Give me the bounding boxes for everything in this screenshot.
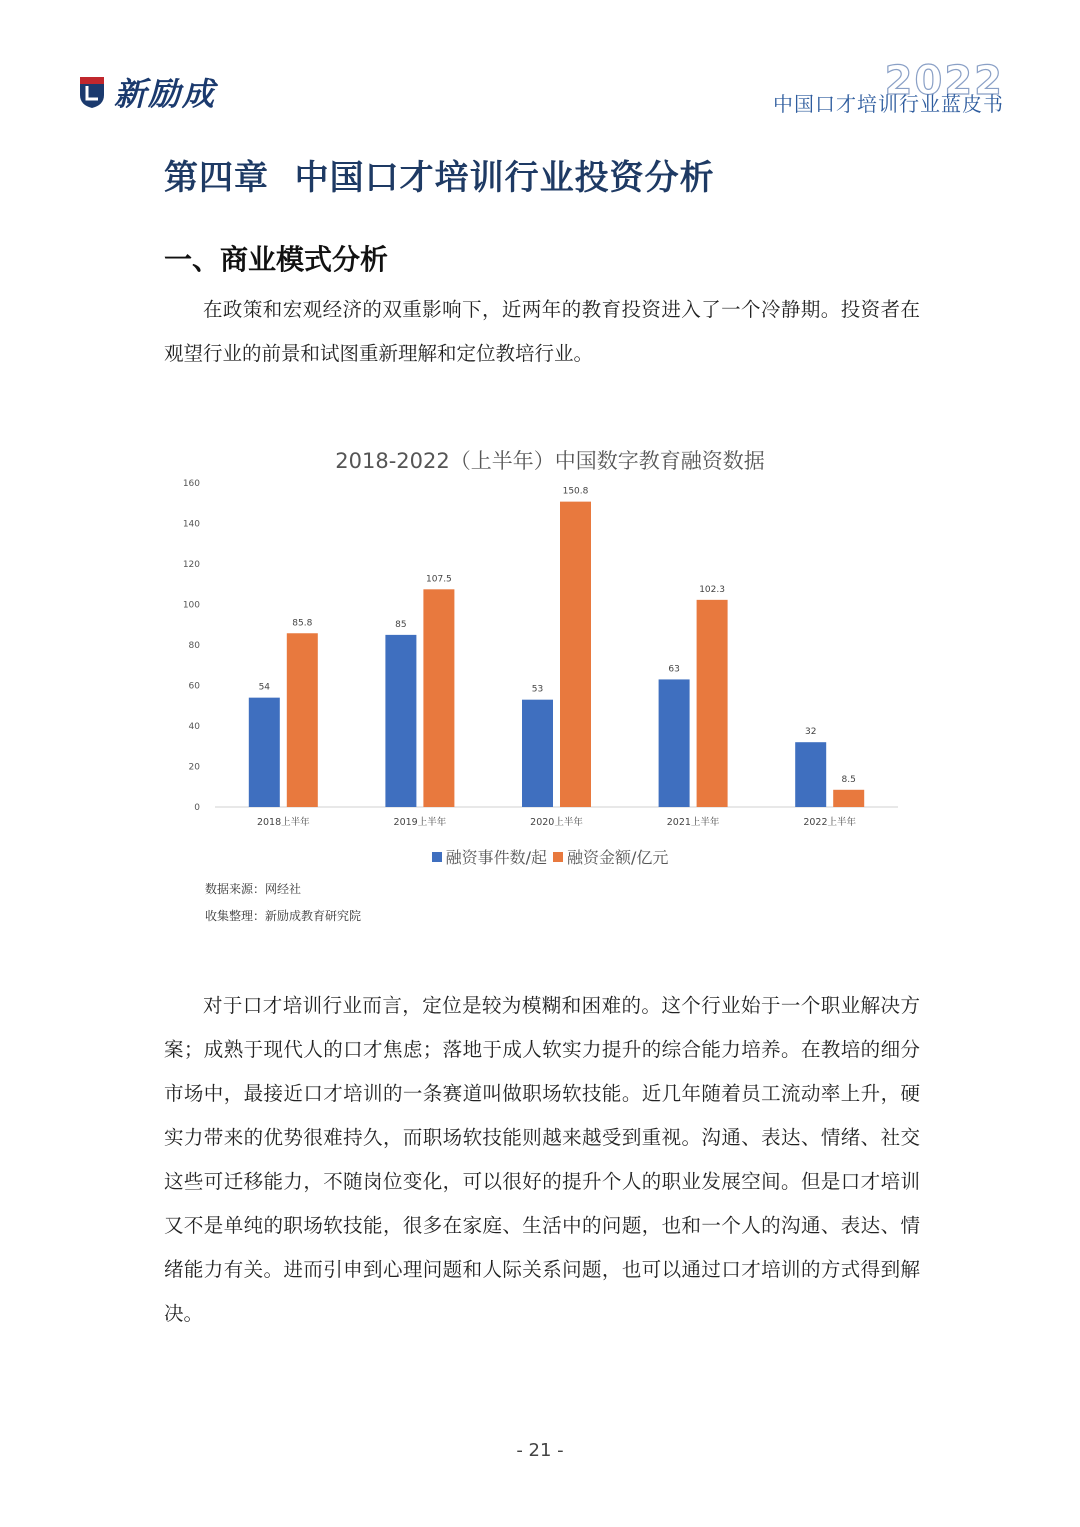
bar-1-0 bbox=[287, 633, 318, 807]
logo-text: 新励成 bbox=[114, 75, 217, 113]
x-tick-label-1: 2019上半年 bbox=[393, 817, 447, 828]
y-tick-label-3: 60 bbox=[188, 681, 200, 692]
y-tick-label-8: 160 bbox=[182, 479, 200, 489]
bar-1-3 bbox=[697, 600, 728, 807]
paragraph-positioning: 对于口才培训行业而言，定位是较为模糊和困难的。这个行业始于一个职业解决方案；成熟于现代人的口才焦虑；落地于成人软实力提升的综合能力培养。在教培的细分市场中，最接近口才培训的一条赛道叫做职场软技能。近几年随着员工流动率上升，硬实力带来的优势很难持久，而职场软技能则越来越受到重视。沟通、表达、情绪、社交这些可迁移能力，不随岗位变化，可以很好的提升个人的职业发展空间。但是口才培训又不是单纯的职场软技能，很多在家庭、生活中的问题，也和一个人的沟通、表达、情绪能力有关。进而引申到心理问题和人际关系问题，也可以通过口才培训的方式得到解决。 bbox=[164, 994, 920, 1325]
legend-swatch-amount bbox=[553, 852, 563, 862]
y-tick-label-2: 40 bbox=[188, 722, 200, 732]
data-label-1-2: 150.8 bbox=[562, 486, 589, 497]
page-number: - 21 - bbox=[516, 1440, 564, 1461]
shield-logo-icon bbox=[78, 75, 106, 109]
y-tick-label-5: 100 bbox=[182, 600, 200, 611]
x-tick-label-2: 2020上半年 bbox=[530, 817, 583, 828]
header-book-title: 中国口才培训行业蓝皮书 bbox=[773, 92, 1004, 116]
y-tick-label-0: 0 bbox=[194, 803, 200, 813]
data-label-0-1: 85 bbox=[395, 619, 407, 630]
data-label-0-4: 32 bbox=[804, 727, 817, 738]
chart-sources bbox=[205, 876, 361, 930]
x-tick-label-0: 2018上半年 bbox=[256, 817, 310, 828]
bar-1-2 bbox=[560, 502, 591, 807]
compiled-by-note: 收集整理：新励成教育研究院 bbox=[205, 909, 362, 923]
y-tick-label-4: 80 bbox=[188, 641, 200, 651]
chart-title: 2018-2022（上半年）中国数字教育融资数据 bbox=[335, 449, 765, 473]
data-label-0-2: 53 bbox=[531, 684, 544, 695]
chapter-title: 第四章 中国口才培训行业投资分析 bbox=[164, 158, 715, 198]
y-tick-label-7: 140 bbox=[182, 519, 200, 530]
legend-swatch-events bbox=[432, 852, 442, 862]
paragraph-intro: 在政策和宏观经济的双重影响下，近两年的教育投资进入了一个冷静期。投资者在观望行业的前景和试图重新理解和定位教培行业。 bbox=[164, 298, 920, 365]
bar-0-4 bbox=[795, 742, 826, 807]
bar-0-0 bbox=[249, 698, 280, 807]
x-tick-label-3: 2021上半年 bbox=[666, 817, 720, 828]
data-label-0-3: 63 bbox=[668, 664, 680, 675]
legend-item-amount bbox=[553, 845, 668, 868]
legend-label-amount: 融资金额/亿元 bbox=[567, 848, 669, 867]
chart-legend bbox=[170, 845, 930, 868]
legend-label-events: 融资事件数/起 bbox=[445, 848, 547, 867]
data-label-1-4: 8.5 bbox=[841, 774, 856, 785]
y-tick-label-1: 20 bbox=[188, 762, 200, 773]
bar-0-1 bbox=[385, 635, 416, 807]
data-label-1-0: 85.8 bbox=[292, 618, 313, 629]
data-label-1-1: 107.5 bbox=[426, 574, 452, 585]
bar-0-2 bbox=[522, 700, 553, 807]
legend-item-events bbox=[432, 845, 547, 868]
bar-1-1 bbox=[423, 589, 454, 807]
data-label-1-3: 102.3 bbox=[699, 584, 725, 595]
bar-chart bbox=[170, 435, 930, 935]
brand-logo bbox=[78, 72, 216, 112]
section-title: 一、商业模式分析 bbox=[164, 243, 389, 276]
header-year: 2022 bbox=[884, 58, 1004, 104]
bar-1-4 bbox=[833, 790, 864, 807]
x-tick-label-4: 2022上半年 bbox=[803, 817, 857, 828]
bar-0-3 bbox=[659, 679, 690, 807]
data-label-0-0: 54 bbox=[258, 682, 271, 693]
y-tick-label-6: 120 bbox=[182, 560, 200, 570]
data-source-note: 数据来源：网经社 bbox=[205, 882, 302, 896]
chart-svg bbox=[170, 435, 930, 855]
header-book-info bbox=[744, 58, 1004, 118]
